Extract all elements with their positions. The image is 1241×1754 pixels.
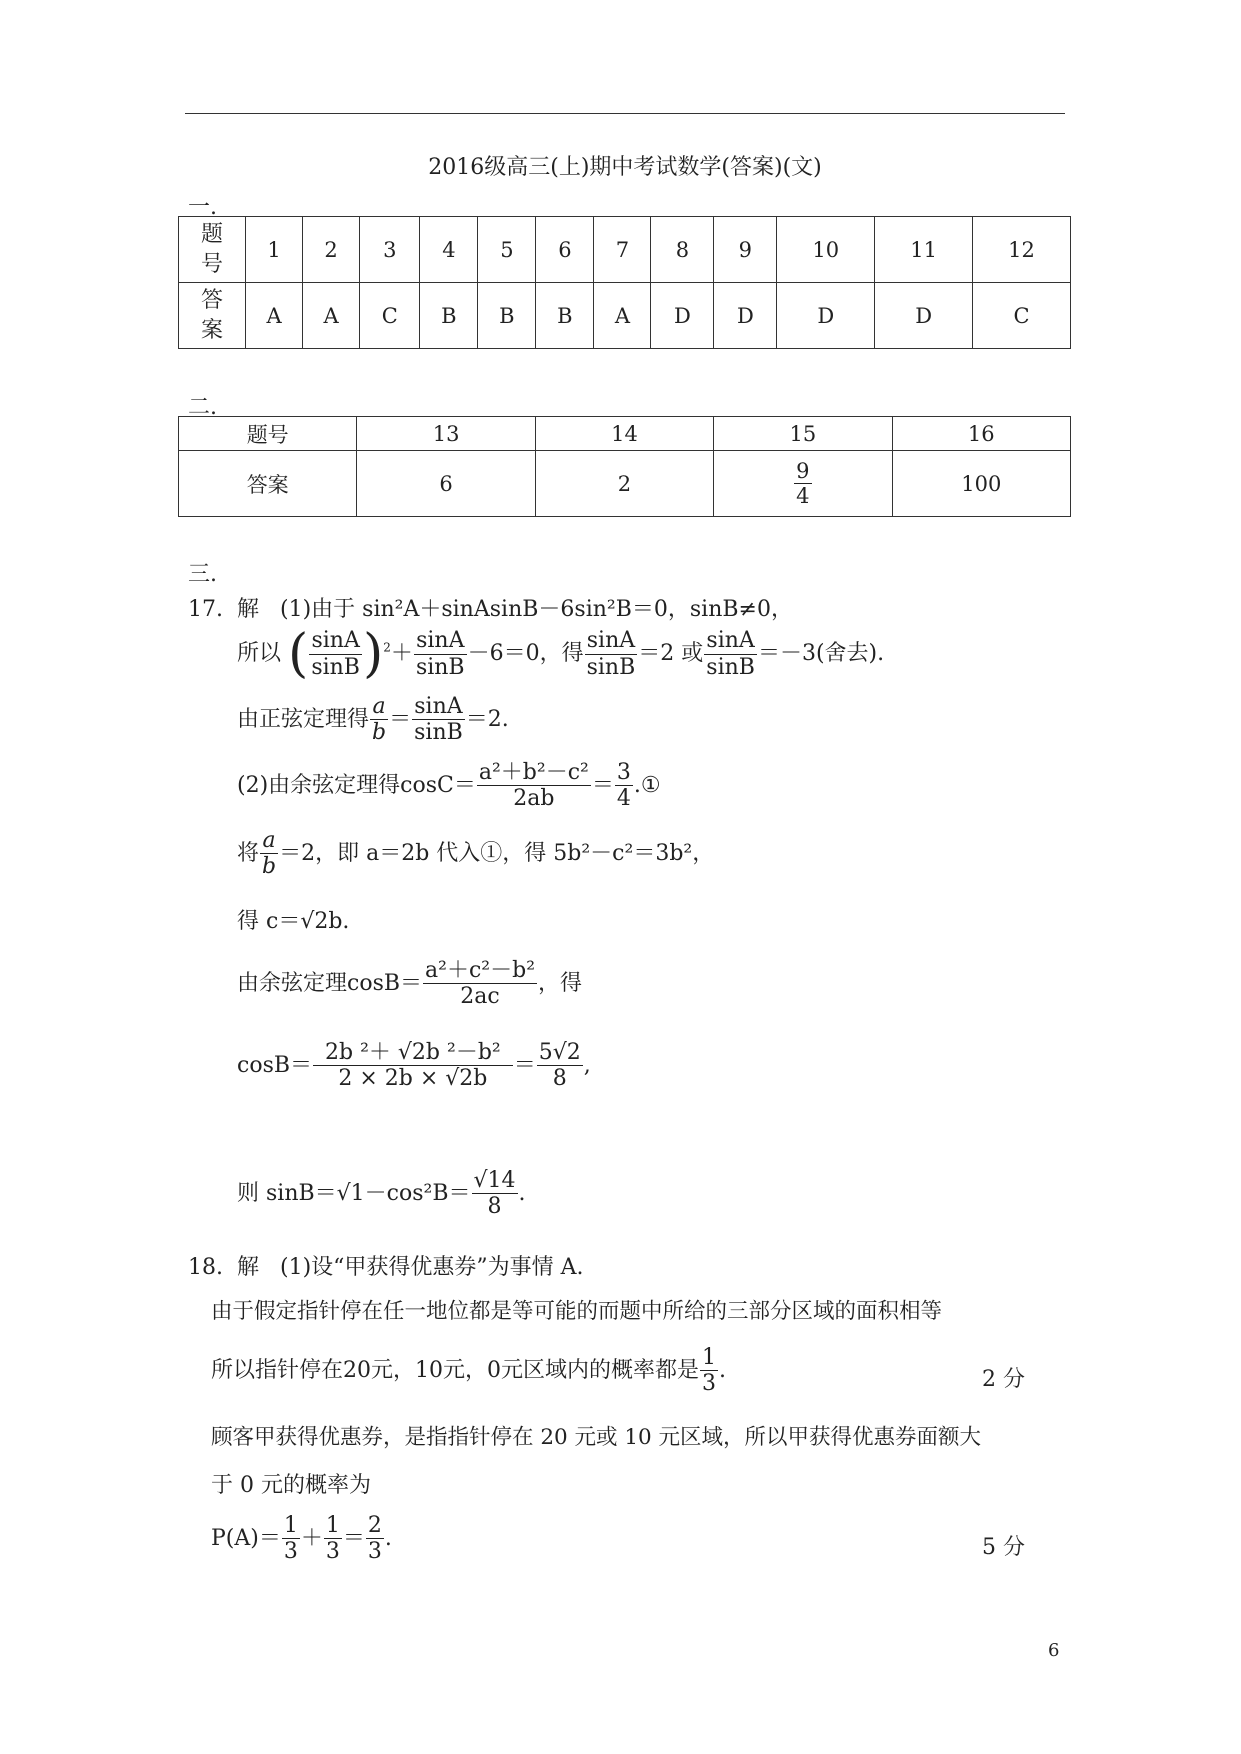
q17-text: －6＝0，得 bbox=[467, 641, 584, 666]
denominator: b bbox=[262, 854, 277, 880]
fraction bbox=[700, 1345, 718, 1397]
answer-cell: D bbox=[651, 283, 714, 349]
header-rule bbox=[185, 113, 1065, 114]
fraction bbox=[309, 628, 362, 680]
answer-cell: D bbox=[714, 283, 777, 349]
answer-cell: B bbox=[478, 283, 536, 349]
denominator: sinB bbox=[706, 654, 755, 680]
denominator: 3 bbox=[702, 1371, 716, 1397]
q17-line-9: 则 sinB＝√1－cos²B＝ $\frac{√14}{8}$ . bbox=[237, 1168, 526, 1220]
q17-text: 则 sinB＝√1－cos²B＝ bbox=[237, 1180, 471, 1206]
fraction bbox=[282, 1513, 300, 1565]
numerator: a bbox=[260, 828, 278, 854]
question-no: 7 bbox=[594, 217, 651, 283]
answer-cell: A bbox=[246, 283, 303, 349]
q17-line-7 bbox=[237, 958, 582, 1010]
q17-text: ＝－3(舍去). bbox=[757, 641, 885, 666]
question-no: 3 bbox=[360, 217, 420, 283]
question-no: 14 bbox=[535, 417, 713, 451]
q18-text: 所以指针停在20元，10元，0元区域内的概率都是 bbox=[211, 1357, 699, 1383]
answer-cell: A bbox=[594, 283, 651, 349]
fraction bbox=[423, 958, 537, 1010]
fraction bbox=[414, 628, 467, 680]
right-paren: ) bbox=[362, 624, 384, 684]
fraction bbox=[615, 760, 633, 812]
score-label: 5 分 bbox=[982, 1535, 1025, 1560]
q18-line-6: P(A)＝ $\frac{1}{3}$ ＋ $\frac{1}{3}$ ＝ $\frac{2}{3}$ . bbox=[211, 1513, 392, 1565]
denominator: 3 bbox=[283, 1539, 298, 1565]
answer-cell: D bbox=[777, 283, 875, 349]
q17-text: 由余弦定理cosB＝ bbox=[237, 970, 423, 996]
q17-line-3: 由正弦定理得 $\frac{a}{b}$ ＝ $\frac{\sin A}{\sin B}$ ＝2. bbox=[237, 694, 509, 746]
numerator: a²＋b²－c² bbox=[478, 760, 589, 785]
section-2-label: 二. bbox=[188, 395, 217, 420]
answer-cell: 100 bbox=[892, 451, 1070, 517]
fraction bbox=[324, 1513, 342, 1565]
question-number: 17. bbox=[188, 597, 223, 622]
q17-line-8: cosB＝ $\frac{\text{2b ²＋ √2b ²－b²}}{2 \times 2b \times √2b}$ ＝ $\frac{5√2}{8}$ , bbox=[237, 1040, 591, 1092]
numerator: 1 bbox=[283, 1513, 298, 1538]
fraction bbox=[585, 628, 638, 680]
question-no: 1 bbox=[246, 217, 303, 283]
q18-line-4: 顾客甲获得优惠券，是指指针停在 20 元或 10 元区域，所以甲获得优惠券面额大 bbox=[211, 1425, 982, 1450]
numerator: sinA bbox=[309, 628, 362, 654]
row-head-label: 答案 bbox=[200, 287, 223, 343]
table-row bbox=[179, 451, 1071, 517]
numerator: a²＋c²－b² bbox=[425, 958, 536, 983]
section-2-answer-table bbox=[178, 416, 1071, 517]
question-no: 13 bbox=[357, 417, 535, 451]
question-number: 18. bbox=[188, 1255, 223, 1280]
fraction bbox=[537, 1040, 583, 1092]
solve-label: 解 bbox=[237, 1255, 260, 1280]
question-no: 9 bbox=[714, 217, 777, 283]
answer-cell: 2 bbox=[535, 451, 713, 517]
denominator: 2ac bbox=[460, 984, 500, 1010]
numerator: sinA bbox=[704, 628, 757, 654]
fraction bbox=[477, 760, 591, 812]
question-no: 4 bbox=[420, 217, 478, 283]
numerator: 1 bbox=[325, 1513, 340, 1538]
numerator: 3 bbox=[616, 760, 631, 785]
answer-cell: C bbox=[973, 283, 1071, 349]
q17-line-6: 得 c＝√2b. bbox=[237, 909, 350, 934]
fraction bbox=[260, 828, 278, 880]
fraction bbox=[366, 1513, 384, 1565]
question-no: 8 bbox=[651, 217, 714, 283]
table-row bbox=[179, 417, 1071, 451]
q18-line-5: 于 0 元的概率为 bbox=[211, 1473, 371, 1498]
row-head-answer bbox=[179, 283, 246, 349]
denominator: 3 bbox=[325, 1539, 340, 1565]
numerator: √14 bbox=[473, 1168, 516, 1193]
q18-text: P(A)＝ bbox=[211, 1525, 281, 1551]
q17-line-1 bbox=[188, 592, 793, 623]
row-head-question bbox=[179, 217, 246, 283]
q17-text: (1)由于 sin²A＋sinAsinB－6sin²B＝0，sinB≠0， bbox=[280, 597, 793, 622]
q18-line-2: 由于假定指针停在任一地位都是等可能的而题中所给的三部分区域的面积相等 bbox=[211, 1299, 943, 1324]
q18-line-1 bbox=[188, 1250, 584, 1281]
q17-line-4: (2)由余弦定理得cosC＝ $\frac{\text{a²＋b²－c²}}{2ab}$ ＝ $\frac{3}{4}$ .① bbox=[237, 760, 661, 812]
row-head-question: 题号 bbox=[179, 417, 357, 451]
question-no: 6 bbox=[536, 217, 594, 283]
numerator: 9 bbox=[796, 458, 810, 483]
denominator: 4 bbox=[796, 484, 810, 508]
row-head-answer: 答案 bbox=[179, 451, 357, 517]
question-no: 10 bbox=[777, 217, 875, 283]
exponent: 2 bbox=[383, 640, 391, 655]
answer-cell: B bbox=[536, 283, 594, 349]
q17-text: 由正弦定理得 bbox=[237, 706, 370, 732]
q17-text: ＝2 或 bbox=[638, 641, 704, 666]
denominator: 2ab bbox=[513, 786, 555, 812]
table-row bbox=[179, 283, 1071, 349]
section-1-answer-table bbox=[178, 216, 1071, 349]
fraction bbox=[704, 628, 757, 680]
score-label: 2 分 bbox=[982, 1367, 1025, 1392]
denominator: sinB bbox=[414, 720, 463, 746]
page-number: 6 bbox=[1048, 1640, 1060, 1661]
denominator: sinB bbox=[586, 654, 636, 680]
numerator: 1 bbox=[702, 1345, 716, 1370]
denominator: sinB bbox=[311, 654, 360, 680]
answer-cell: C bbox=[360, 283, 420, 349]
denominator: 2 × 2b × √2b bbox=[338, 1066, 488, 1092]
fraction bbox=[794, 459, 811, 508]
q17-text: 将 bbox=[237, 840, 260, 866]
denominator: 8 bbox=[552, 1066, 567, 1092]
numerator: 5√2 bbox=[538, 1040, 581, 1065]
fraction bbox=[370, 694, 388, 746]
row-head-label: 题号 bbox=[200, 221, 223, 277]
numerator: 2b ²＋ √2b ²－b² bbox=[313, 1040, 513, 1066]
fraction bbox=[472, 1168, 518, 1220]
q18-line-3: 所以指针停在20元，10元，0元区域内的概率都是 $\frac{1}{3}$ . bbox=[211, 1345, 726, 1397]
numerator: a bbox=[370, 694, 388, 720]
answer-cell: A bbox=[303, 283, 360, 349]
q17-text: ，得 bbox=[538, 970, 583, 996]
numerator: 2 bbox=[367, 1513, 382, 1538]
numerator: sinA bbox=[585, 628, 638, 654]
section-1-label: 一. bbox=[188, 195, 217, 220]
answer-cell: D bbox=[875, 283, 973, 349]
q17-line-5 bbox=[237, 828, 714, 880]
solve-label: 解 bbox=[237, 597, 260, 622]
numerator: sinA bbox=[414, 628, 467, 654]
q17-text: ＝2. bbox=[465, 706, 509, 732]
fraction bbox=[412, 694, 465, 746]
answer-cell: B bbox=[420, 283, 478, 349]
question-no: 15 bbox=[714, 417, 892, 451]
q17-text: (2)由余弦定理得cosC＝ bbox=[237, 772, 476, 798]
q17-line-2: 所以 ( $\frac{\sin A}{\sin B}$ )$^2$＋ $\frac{\sin A}{\sin B}$ －6＝0，得 $\frac{\sin A}{\sin B}$ ＝2 或 $\frac{\sin A}{\sin B}$ ＝－3(舍去). bbox=[237, 624, 885, 684]
q17-text: ＝2，即 a＝2b 代入①，得 5b²－c²＝3b²， bbox=[279, 840, 715, 866]
denominator: 8 bbox=[487, 1194, 502, 1220]
question-no: 12 bbox=[973, 217, 1071, 283]
question-no: 16 bbox=[892, 417, 1070, 451]
question-no: 5 bbox=[478, 217, 536, 283]
fraction bbox=[313, 1040, 513, 1092]
answer-cell: 6 bbox=[357, 451, 535, 517]
denominator: 4 bbox=[616, 786, 631, 812]
answer-cell bbox=[714, 451, 892, 517]
question-no: 2 bbox=[303, 217, 360, 283]
q17-text: 所以 bbox=[237, 641, 282, 666]
q17-text: cosB＝ bbox=[237, 1052, 313, 1078]
q18-text: (1)设“甲获得优惠券”为事情 A. bbox=[280, 1255, 584, 1280]
section-3-label: 三. bbox=[188, 562, 217, 587]
denominator: sinB bbox=[415, 654, 465, 680]
denominator: b bbox=[372, 720, 387, 746]
left-paren: ( bbox=[288, 624, 309, 684]
question-no: 11 bbox=[875, 217, 973, 283]
q17-text: .① bbox=[633, 772, 661, 798]
table-row bbox=[179, 217, 1071, 283]
denominator: 3 bbox=[367, 1539, 382, 1565]
numerator: sinA bbox=[412, 694, 465, 720]
page-title: 2016级高三(上)期中考试数学(答案)(文) bbox=[428, 155, 822, 180]
